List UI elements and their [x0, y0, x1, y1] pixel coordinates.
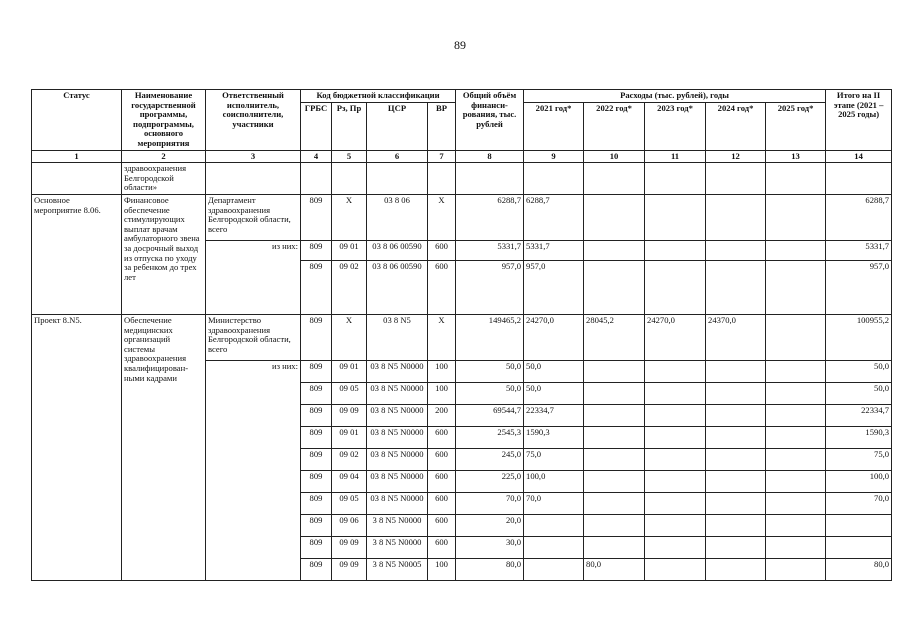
total-cell: 957,0: [456, 260, 524, 314]
grbs-cell: 809: [301, 536, 332, 558]
rzpr-cell: Х: [332, 314, 367, 360]
itogo-cell: 50,0: [826, 382, 892, 404]
itogo-cell: 100,0: [826, 470, 892, 492]
vr-cell: 600: [428, 536, 456, 558]
status-cell: Проект 8.N5.: [32, 314, 122, 580]
y2022-cell: 28045,2: [584, 314, 645, 360]
header-code-group: Код бюджетной классификации: [301, 90, 456, 103]
responsible-cell: [206, 558, 301, 580]
itogo-cell: 1590,3: [826, 426, 892, 448]
csr-cell: 03 8 06 00590: [367, 240, 428, 260]
name-cell: Обеспечение медицинских организаций системы здравоохранения квалифицирован-ными кадрами: [122, 314, 206, 580]
csr-cell: 03 8 N5 N0000: [367, 382, 428, 404]
total-cell: 2545,3: [456, 426, 524, 448]
y2021-cell: 22334,7: [524, 404, 584, 426]
header-rzpr: Рз, Пр: [332, 102, 367, 150]
y2025-cell: [766, 492, 826, 514]
csr-cell: 03 8 N5: [367, 314, 428, 360]
grbs-cell: 809: [301, 492, 332, 514]
y2025-cell: [766, 360, 826, 382]
column-number-row: [32, 150, 892, 163]
status-cell: Основное мероприятие 8.06.: [32, 194, 122, 314]
total-cell: 50,0: [456, 360, 524, 382]
itogo-cell: 100955,2: [826, 314, 892, 360]
grbs-cell: 809: [301, 514, 332, 536]
total-cell: 225,0: [456, 470, 524, 492]
rzpr-cell: 09 01: [332, 360, 367, 382]
carryover-text: здравоохранения Белгородской области»: [122, 163, 206, 195]
y2021-cell: [524, 514, 584, 536]
itogo-cell: 957,0: [826, 260, 892, 314]
y2021-cell: 70,0: [524, 492, 584, 514]
y2023-cell: [645, 470, 706, 492]
y2023-cell: [645, 260, 706, 314]
rzpr-cell: 09 06: [332, 514, 367, 536]
col-number: 7: [428, 150, 456, 163]
vr-cell: 600: [428, 514, 456, 536]
itogo-cell: 70,0: [826, 492, 892, 514]
y2023-cell: [645, 558, 706, 580]
name-cell: Финансовое обеспечение стимулирующих выплат врачам амбулаторного звена за досрочный выход из отпуска по уходу за ребенком до трех лет: [122, 194, 206, 314]
responsible-cell: Департамент здравоохранения Белгородской области, всего: [206, 194, 301, 240]
y2021-cell: 100,0: [524, 470, 584, 492]
y2022-cell: [584, 194, 645, 240]
total-cell: 80,0: [456, 558, 524, 580]
grbs-cell: 809: [301, 448, 332, 470]
grbs-cell: 809: [301, 240, 332, 260]
header-csr: ЦСР: [367, 102, 428, 150]
responsible-cell: [206, 514, 301, 536]
y2022-cell: [584, 382, 645, 404]
rzpr-cell: 09 05: [332, 492, 367, 514]
total-cell: 5331,7: [456, 240, 524, 260]
y2024-cell: [706, 240, 766, 260]
rzpr-cell: 09 09: [332, 536, 367, 558]
csr-cell: 03 8 N5 N0000: [367, 470, 428, 492]
y2022-cell: [584, 536, 645, 558]
vr-cell: 100: [428, 360, 456, 382]
vr-cell: 100: [428, 382, 456, 404]
responsible-cell: [206, 536, 301, 558]
col-number: 3: [206, 150, 301, 163]
csr-cell: 03 8 N5 N0000: [367, 360, 428, 382]
total-cell: 245,0: [456, 448, 524, 470]
header-total-funding: Общий объём финанси-рования, тыс. рублей: [456, 90, 524, 151]
col-number: 9: [524, 150, 584, 163]
total-cell: 50,0: [456, 382, 524, 404]
header-grbs: ГРБС: [301, 102, 332, 150]
col-number: 5: [332, 150, 367, 163]
y2025-cell: [766, 314, 826, 360]
header-responsible: Ответственный исполнитель, соисполнители, участники: [206, 90, 301, 151]
y2023-cell: [645, 536, 706, 558]
y2021-cell: 957,0: [524, 260, 584, 314]
y2021-cell: 75,0: [524, 448, 584, 470]
rzpr-cell: 09 09: [332, 558, 367, 580]
header-y2022: 2022 год*: [584, 102, 645, 150]
csr-cell: 03 8 N5 N0000: [367, 448, 428, 470]
col-number: 13: [766, 150, 826, 163]
rzpr-cell: 09 04: [332, 470, 367, 492]
y2025-cell: [766, 448, 826, 470]
itogo-cell: 75,0: [826, 448, 892, 470]
total-cell: 149465,2: [456, 314, 524, 360]
header-itogo: Итого на II этапе (2021 – 2025 годы): [826, 90, 892, 151]
y2022-cell: [584, 360, 645, 382]
y2025-cell: [766, 194, 826, 240]
y2025-cell: [766, 404, 826, 426]
grbs-cell: 809: [301, 558, 332, 580]
y2022-cell: [584, 492, 645, 514]
y2022-cell: [584, 514, 645, 536]
vr-cell: 600: [428, 426, 456, 448]
y2023-cell: [645, 404, 706, 426]
header-name: Наименование государственной программы, подпрограммы, основного мероприятия: [122, 90, 206, 151]
header-expenses-group: Расходы (тыс. рублей), годы: [524, 90, 826, 103]
itogo-cell: 22334,7: [826, 404, 892, 426]
y2024-cell: [706, 426, 766, 448]
vr-cell: 600: [428, 492, 456, 514]
y2024-cell: [706, 448, 766, 470]
col-number: 1: [32, 150, 122, 163]
csr-cell: 03 8 N5 N0000: [367, 426, 428, 448]
y2025-cell: [766, 558, 826, 580]
rzpr-cell: 09 01: [332, 240, 367, 260]
csr-cell: 3 8 N5 N0000: [367, 514, 428, 536]
rzpr-cell: Х: [332, 194, 367, 240]
y2025-cell: [766, 260, 826, 314]
grbs-cell: 809: [301, 260, 332, 314]
y2021-cell: 1590,3: [524, 426, 584, 448]
y2022-cell: 80,0: [584, 558, 645, 580]
rzpr-cell: 09 09: [332, 404, 367, 426]
y2024-cell: [706, 194, 766, 240]
header-y2023: 2023 год*: [645, 102, 706, 150]
csr-cell: 3 8 N5 N0000: [367, 536, 428, 558]
y2022-cell: [584, 260, 645, 314]
y2023-cell: [645, 382, 706, 404]
y2024-cell: [706, 492, 766, 514]
responsible-cell: [206, 382, 301, 404]
y2024-cell: [706, 558, 766, 580]
header-y2024: 2024 год*: [706, 102, 766, 150]
vr-cell: 600: [428, 448, 456, 470]
grbs-cell: 809: [301, 194, 332, 240]
responsible-cell: Министерство здравоохранения Белгородской области, всего: [206, 314, 301, 360]
col-number: 11: [645, 150, 706, 163]
itogo-cell: 5331,7: [826, 240, 892, 260]
responsible-cell: из них:: [206, 240, 301, 260]
y2022-cell: [584, 448, 645, 470]
vr-cell: 200: [428, 404, 456, 426]
table-row: [32, 314, 892, 360]
grbs-cell: 809: [301, 314, 332, 360]
csr-cell: 03 8 N5 N0000: [367, 492, 428, 514]
y2022-cell: [584, 240, 645, 260]
y2024-cell: [706, 514, 766, 536]
y2025-cell: [766, 470, 826, 492]
itogo-cell: 80,0: [826, 558, 892, 580]
total-cell: 69544,7: [456, 404, 524, 426]
rzpr-cell: 09 02: [332, 260, 367, 314]
grbs-cell: 809: [301, 360, 332, 382]
responsible-cell: [206, 260, 301, 314]
col-number: 4: [301, 150, 332, 163]
y2024-cell: [706, 382, 766, 404]
vr-cell: Х: [428, 314, 456, 360]
vr-cell: 100: [428, 558, 456, 580]
itogo-cell: [826, 536, 892, 558]
y2023-cell: [645, 492, 706, 514]
y2023-cell: [645, 360, 706, 382]
vr-cell: 600: [428, 470, 456, 492]
y2021-cell: 24270,0: [524, 314, 584, 360]
table-header: [32, 90, 892, 163]
y2024-cell: [706, 536, 766, 558]
responsible-cell: [206, 470, 301, 492]
y2023-cell: [645, 514, 706, 536]
y2025-cell: [766, 536, 826, 558]
grbs-cell: 809: [301, 426, 332, 448]
vr-cell: Х: [428, 194, 456, 240]
y2021-cell: [524, 558, 584, 580]
carryover-row: [32, 163, 892, 195]
total-cell: 6288,7: [456, 194, 524, 240]
col-number: 10: [584, 150, 645, 163]
table-row: [32, 194, 892, 240]
page-number: 89: [454, 38, 466, 52]
total-cell: 70,0: [456, 492, 524, 514]
table-body: [32, 163, 892, 581]
responsible-cell: [206, 492, 301, 514]
grbs-cell: 809: [301, 404, 332, 426]
csr-cell: 03 8 06 00590: [367, 260, 428, 314]
rzpr-cell: 09 02: [332, 448, 367, 470]
col-number: 2: [122, 150, 206, 163]
y2024-cell: [706, 404, 766, 426]
header-status: Статус: [32, 90, 122, 151]
col-number: 12: [706, 150, 766, 163]
y2023-cell: [645, 194, 706, 240]
y2023-cell: [645, 240, 706, 260]
itogo-cell: 50,0: [826, 360, 892, 382]
responsible-cell: [206, 404, 301, 426]
csr-cell: 03 8 N5 N0000: [367, 404, 428, 426]
col-number: 6: [367, 150, 428, 163]
vr-cell: 600: [428, 240, 456, 260]
y2023-cell: [645, 426, 706, 448]
responsible-cell: из них:: [206, 360, 301, 382]
y2021-cell: 50,0: [524, 360, 584, 382]
y2024-cell: 24370,0: [706, 314, 766, 360]
y2025-cell: [766, 514, 826, 536]
vr-cell: 600: [428, 260, 456, 314]
budget-table: [31, 89, 892, 581]
y2025-cell: [766, 240, 826, 260]
y2022-cell: [584, 426, 645, 448]
y2021-cell: 5331,7: [524, 240, 584, 260]
y2024-cell: [706, 470, 766, 492]
csr-cell: 03 8 06: [367, 194, 428, 240]
itogo-cell: 6288,7: [826, 194, 892, 240]
col-number: 14: [826, 150, 892, 163]
grbs-cell: 809: [301, 382, 332, 404]
col-number: 8: [456, 150, 524, 163]
total-cell: 30,0: [456, 536, 524, 558]
y2021-cell: [524, 536, 584, 558]
y2025-cell: [766, 426, 826, 448]
header-y2025: 2025 год*: [766, 102, 826, 150]
header-vr: ВР: [428, 102, 456, 150]
csr-cell: 3 8 N5 N0005: [367, 558, 428, 580]
y2024-cell: [706, 360, 766, 382]
responsible-cell: [206, 426, 301, 448]
total-cell: 20,0: [456, 514, 524, 536]
y2025-cell: [766, 382, 826, 404]
itogo-cell: [826, 514, 892, 536]
y2023-cell: [645, 448, 706, 470]
y2024-cell: [706, 260, 766, 314]
header-y2021: 2021 год*: [524, 102, 584, 150]
y2021-cell: 6288,7: [524, 194, 584, 240]
rzpr-cell: 09 05: [332, 382, 367, 404]
y2021-cell: 50,0: [524, 382, 584, 404]
rzpr-cell: 09 01: [332, 426, 367, 448]
y2022-cell: [584, 404, 645, 426]
responsible-cell: [206, 448, 301, 470]
y2023-cell: 24270,0: [645, 314, 706, 360]
grbs-cell: 809: [301, 470, 332, 492]
y2022-cell: [584, 470, 645, 492]
